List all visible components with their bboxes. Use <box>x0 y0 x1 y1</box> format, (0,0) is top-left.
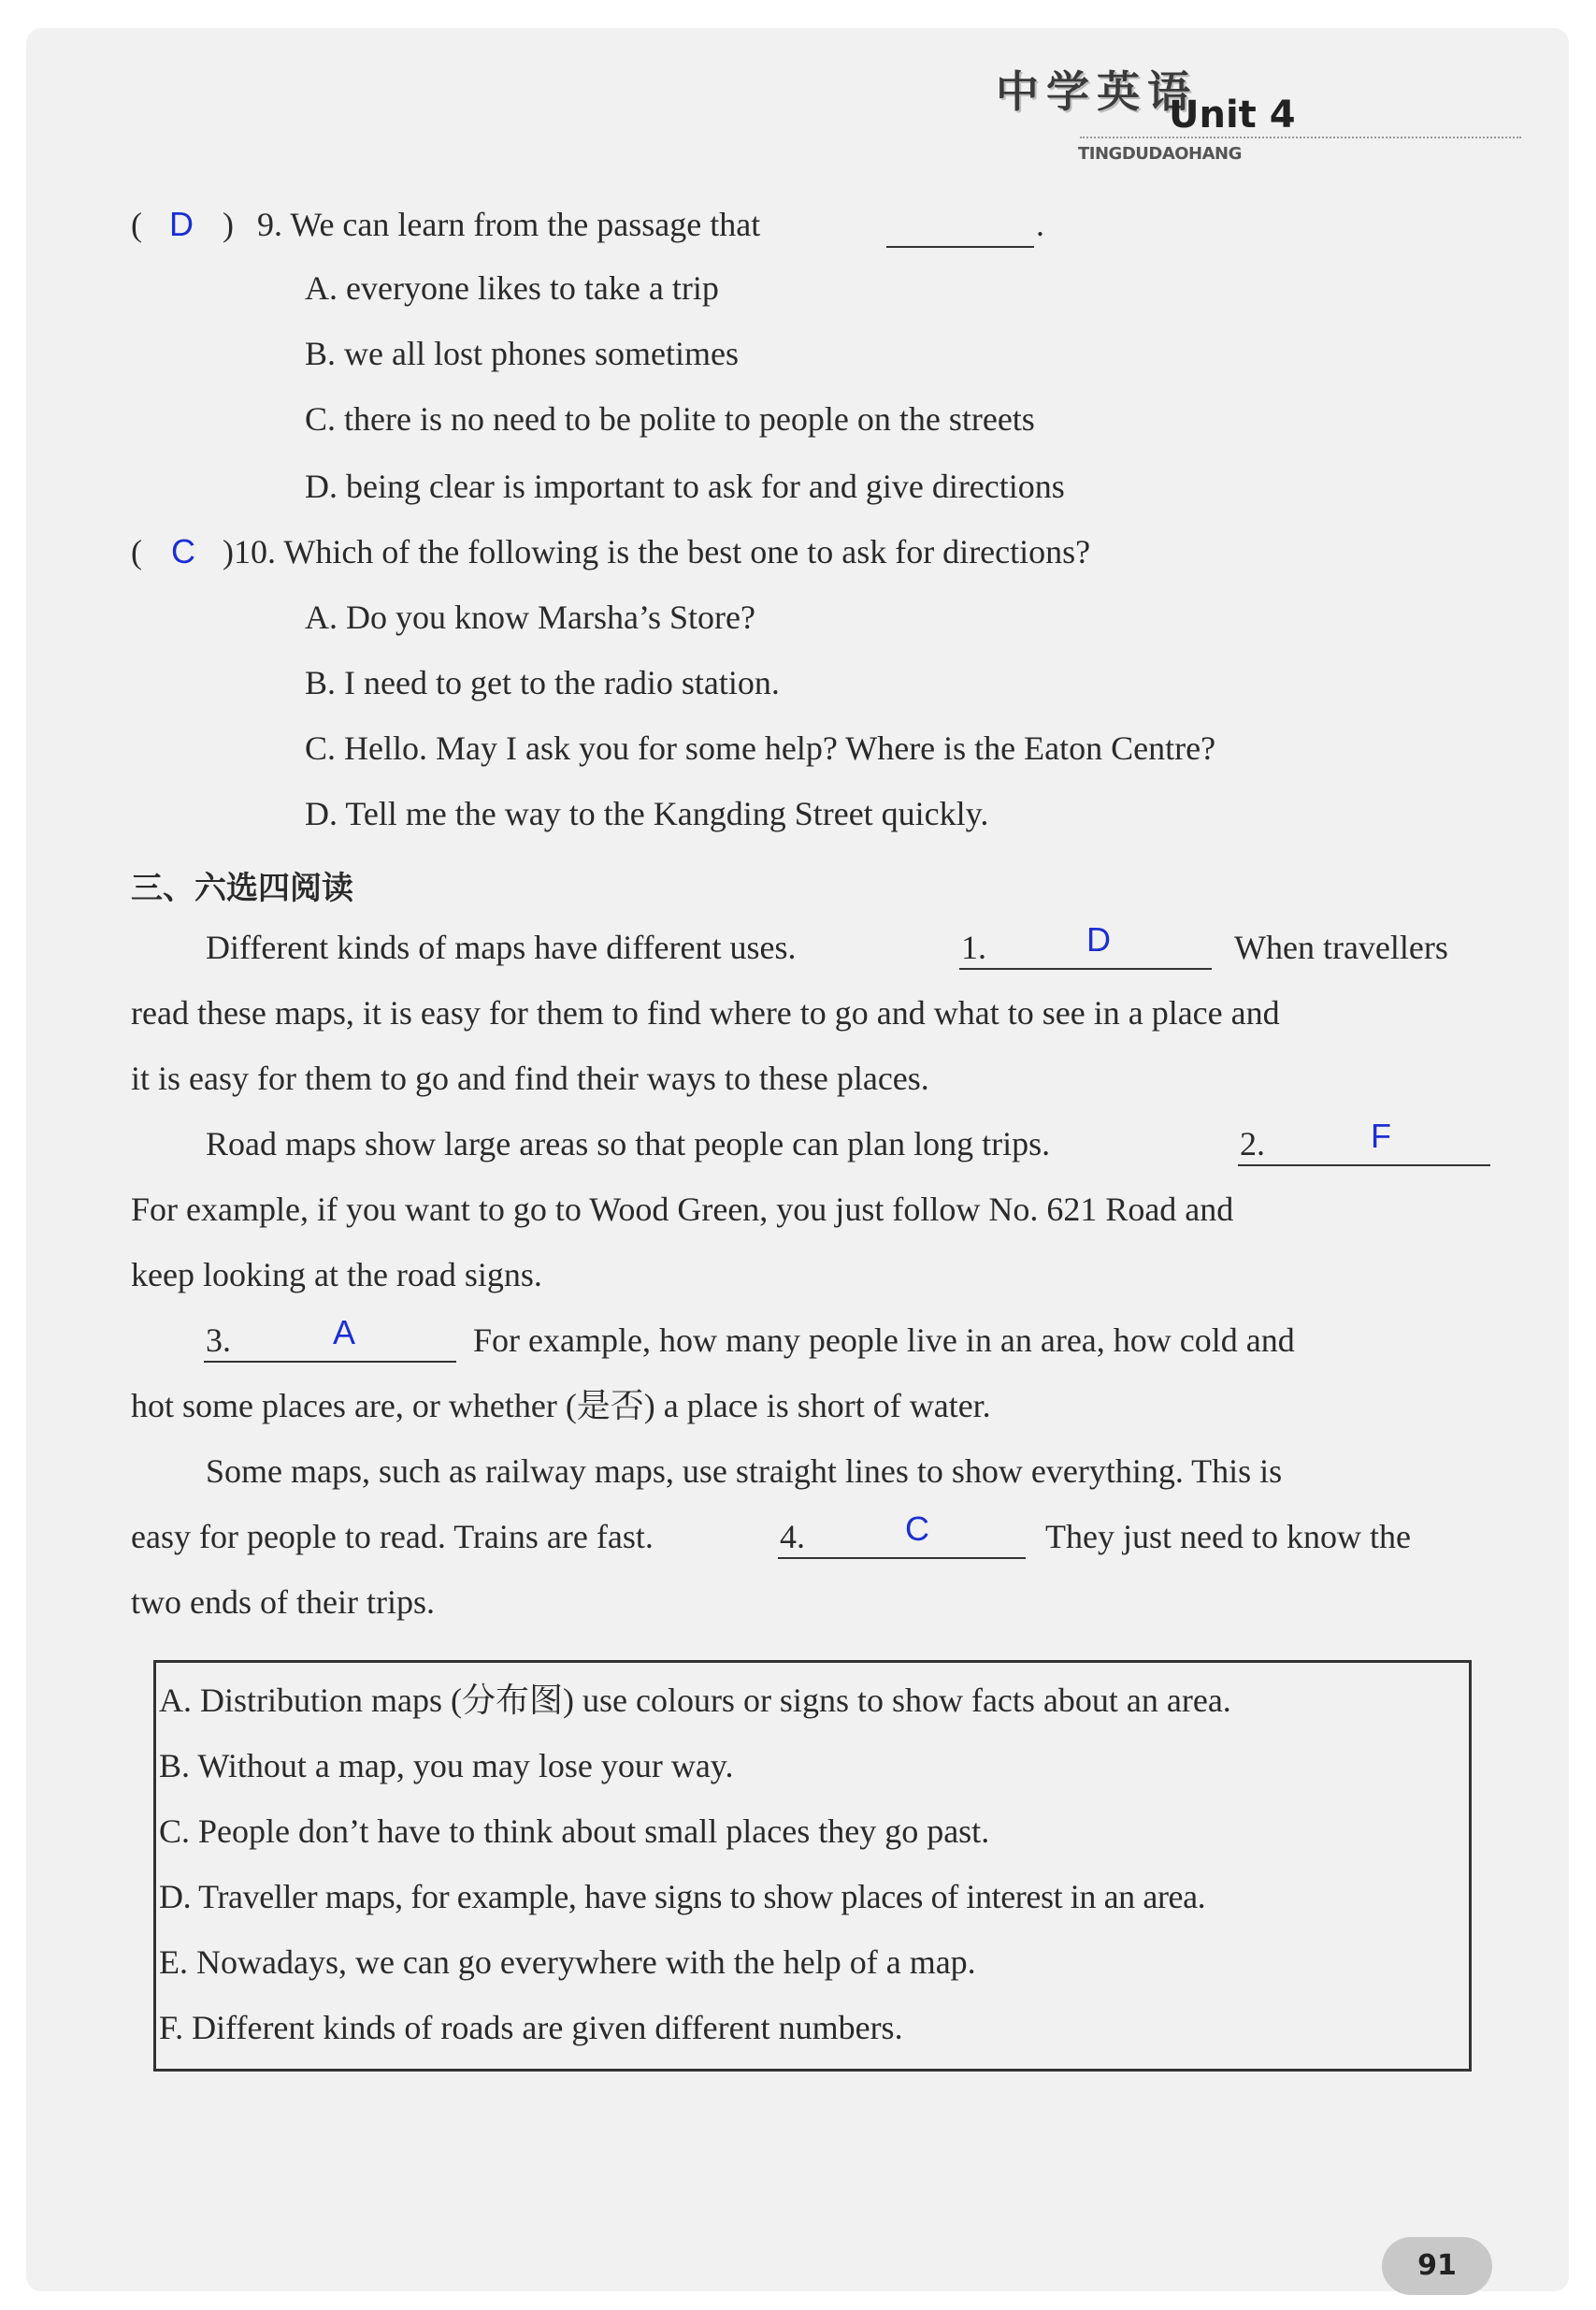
blank-1-answer: D <box>1086 920 1111 959</box>
p1-line3: it is easy for them to go and find their ways to these places. <box>131 1060 929 1097</box>
question-10 <box>131 532 1091 570</box>
header-divider <box>1080 137 1521 138</box>
p3-line2: hot some places are, or whether (是否) a place is short of water. <box>131 1387 991 1424</box>
p2-line3: keep looking at the road signs. <box>131 1256 542 1293</box>
p4-line2-start: easy for people to read. Trains are fast. <box>131 1518 654 1555</box>
question-9 <box>131 205 761 243</box>
q9-answer: D <box>169 205 194 243</box>
book-title: 中学英语 <box>996 66 1198 117</box>
p4-line3: two ends of their trips. <box>131 1583 435 1621</box>
q10-option-d: D. Tell me the way to the Kangding Street quickly. <box>305 795 989 832</box>
p1-line2: read these maps, it is easy for them to find where to go and what to see in a place and <box>131 994 1280 1032</box>
choice-f: F. Different kinds of roads are given different numbers. <box>159 2009 903 2046</box>
blank-2-number: 2. <box>1240 1125 1265 1162</box>
blank-3-number: 3. <box>206 1321 231 1359</box>
blank-4-answer: C <box>905 1509 929 1548</box>
choice-c: C. People don’t have to think about small places they go past. <box>159 1812 990 1850</box>
p2-line2: For example, if you want to go to Wood Green, you just follow No. 621 Road and <box>131 1191 1234 1228</box>
blank-4-line <box>778 1556 1026 1559</box>
p4-line2-end: They just need to know the <box>1045 1518 1411 1555</box>
choice-a: A. Distribution maps (分布图) use colours or signs to show facts about an area. <box>159 1682 1231 1719</box>
blank-4-number: 4. <box>780 1518 805 1555</box>
blank-2-line <box>1238 1163 1490 1166</box>
page-number: 91 <box>1382 2237 1492 2295</box>
q9-option-d: D. being clear is important to ask for and give directions <box>305 468 1065 505</box>
p1-line1-start: Different kinds of maps have different uses. <box>206 929 797 966</box>
blank-2-answer: F <box>1371 1117 1391 1155</box>
bracket-close: ) <box>223 206 234 243</box>
p3-line1: For example, how many people live in an area, how cold and <box>473 1321 1295 1359</box>
blank-1-number: 1. <box>961 929 986 966</box>
q9-blank <box>886 245 1034 248</box>
bracket-open: ( <box>131 533 142 570</box>
unit-label: Unit 4 <box>1169 94 1296 137</box>
blank-3-line <box>204 1360 456 1363</box>
q9-option-a: A. everyone likes to take a trip <box>305 269 719 307</box>
choice-d: D. Traveller maps, for example, have signs to show places of interest in an area. <box>159 1878 1206 1915</box>
header-subtitle: TINGDUDAOHANG <box>1078 144 1242 164</box>
q10-option-a: A. Do you know Marsha’s Store? <box>305 599 755 636</box>
section-heading: 三、六选四阅读 <box>131 870 353 907</box>
q9-option-b: B. we all lost phones sometimes <box>305 335 739 372</box>
p4-line1: Some maps, such as railway maps, use straight lines to show everything. This is <box>206 1452 1283 1490</box>
q10-option-c: C. Hello. May I ask you for some help? Where is the Eaton Centre? <box>305 729 1216 767</box>
header <box>996 58 1538 170</box>
choice-b: B. Without a map, you may lose your way. <box>159 1747 734 1784</box>
bracket-open: ( <box>131 206 142 243</box>
choice-e: E. Nowadays, we can go everywhere with the help of a map. <box>159 1943 976 1981</box>
q10-answer: C <box>171 532 195 570</box>
blank-1-line <box>959 967 1212 970</box>
q9-stem: 9. We can learn from the passage that <box>257 206 761 243</box>
q10-option-b: B. I need to get to the radio station. <box>305 664 780 701</box>
q9-option-c: C. there is no need to be polite to people on the streets <box>305 400 1035 438</box>
q9-period: . <box>1036 206 1044 243</box>
q10-stem: )10. Which of the following is the best one to ask for directions? <box>223 533 1091 570</box>
p1-line1-end: When travellers <box>1234 929 1448 966</box>
p2-line1: Road maps show large areas so that people can plan long trips. <box>206 1125 1051 1162</box>
blank-3-answer: A <box>333 1313 356 1351</box>
